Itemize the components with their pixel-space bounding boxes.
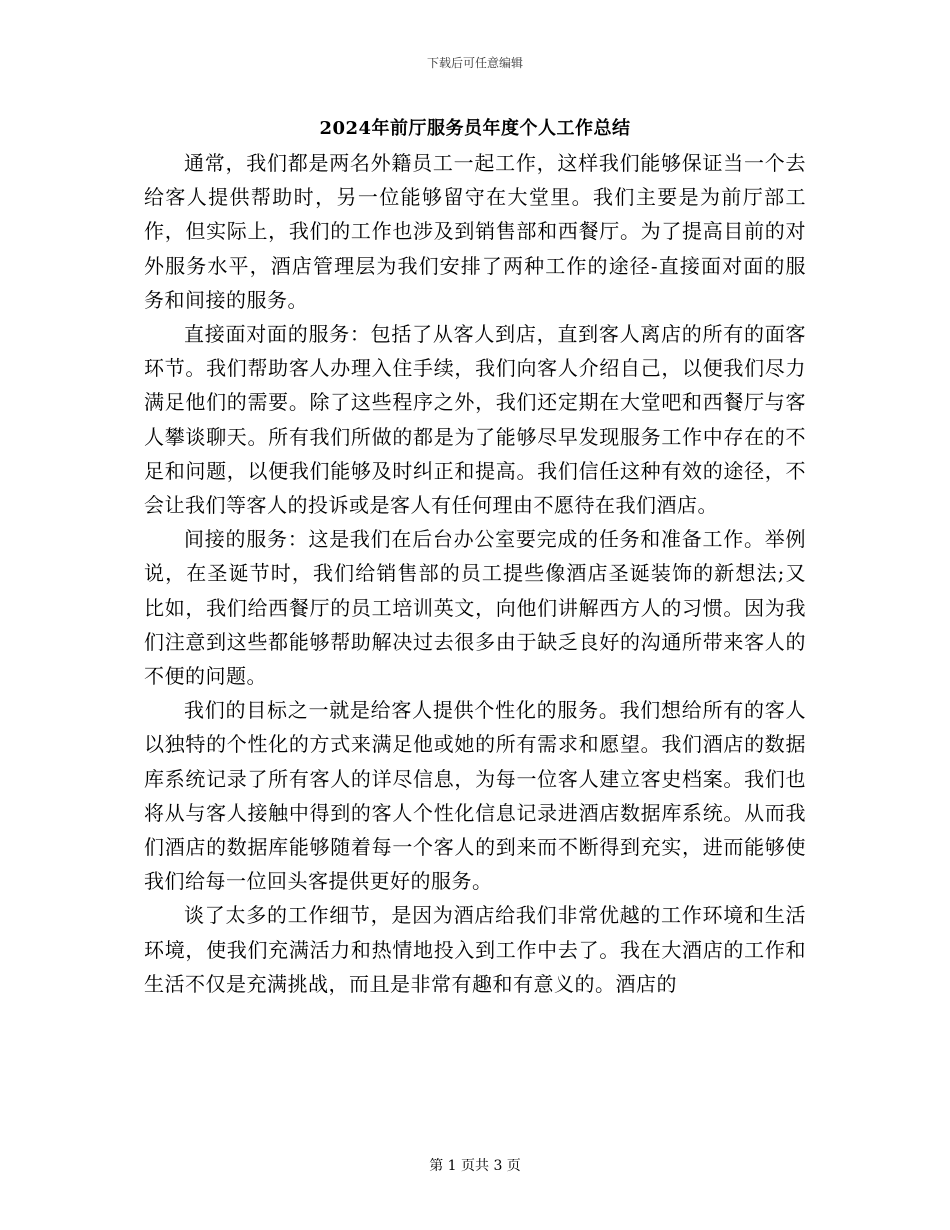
document-body: [144, 146, 806, 1001]
paragraph-2: 直接面对面的服务：包括了从客人到店，直到客人离店的所有的面客环节。我们帮助客人办理入住手续，我们向客人介绍自己，以便我们尽力满足他们的需要。除了这些程序之外，我们还定期在大堂吧和西餐厅与客人攀谈聊天。所有我们所做的都是为了能够尽早发现服务工作中存在的不足和问题，以便我们能够及时纠正和提高。我们信任这种有效的途径，不会让我们等客人的投诉或是客人有任何理由不愿待在我们酒店。: [144, 322, 806, 518]
paragraph-5: 谈了太多的工作细节，是因为酒店给我们非常优越的工作环境和生活环境，使我们充满活力和热情地投入到工作中去了。我在大酒店的工作和生活不仅是充满挑战，而且是非常有趣和有意义的。酒店的: [144, 903, 806, 996]
paragraph-4: 我们的目标之一就是给客人提供个性化的服务。我们想给所有的客人以独特的个性化的方式来满足他或她的所有需求和愿望。我们酒店的数据库系统记录了所有客人的详尽信息，为每一位客人建立客史档案。我们也将从与客人接触中得到的客人个性化信息记录进酒店数据库系统。从而我们酒店的数据库能够随着每一个客人的到来而不断得到充实，进而能够使我们给每一位回头客提供更好的服务。: [144, 698, 806, 894]
page-header: 下载后可任意编辑: [426, 56, 523, 70]
paragraph-1: 通常，我们都是两名外籍员工一起工作，这样我们能够保证当一个去给客人提供帮助时，另一位能够留守在大堂里。我们主要是为前厅部工作，但实际上，我们的工作也涉及到销售部和西餐厅。为了提高目前的对外服务水平，酒店管理层为我们安排了两种工作的途径-直接面对面的服务和间接的服务。: [144, 151, 806, 312]
page-footer: 第 1 页共 3 页: [429, 1158, 521, 1174]
paragraph-3: 间接的服务：这是我们在后台办公室要完成的任务和准备工作。举例说，在圣诞节时，我们给销售部的员工提些像酒店圣诞装饰的新想法;又比如，我们给西餐厅的员工培训英文，向他们讲解西方人的习惯。因为我们注意到这些都能够帮助解决过去很多由于缺乏良好的沟通所带来客人的不便的问题。: [144, 527, 806, 689]
document-title: 2024年前厅服务员年度个人工作总结: [319, 118, 631, 139]
